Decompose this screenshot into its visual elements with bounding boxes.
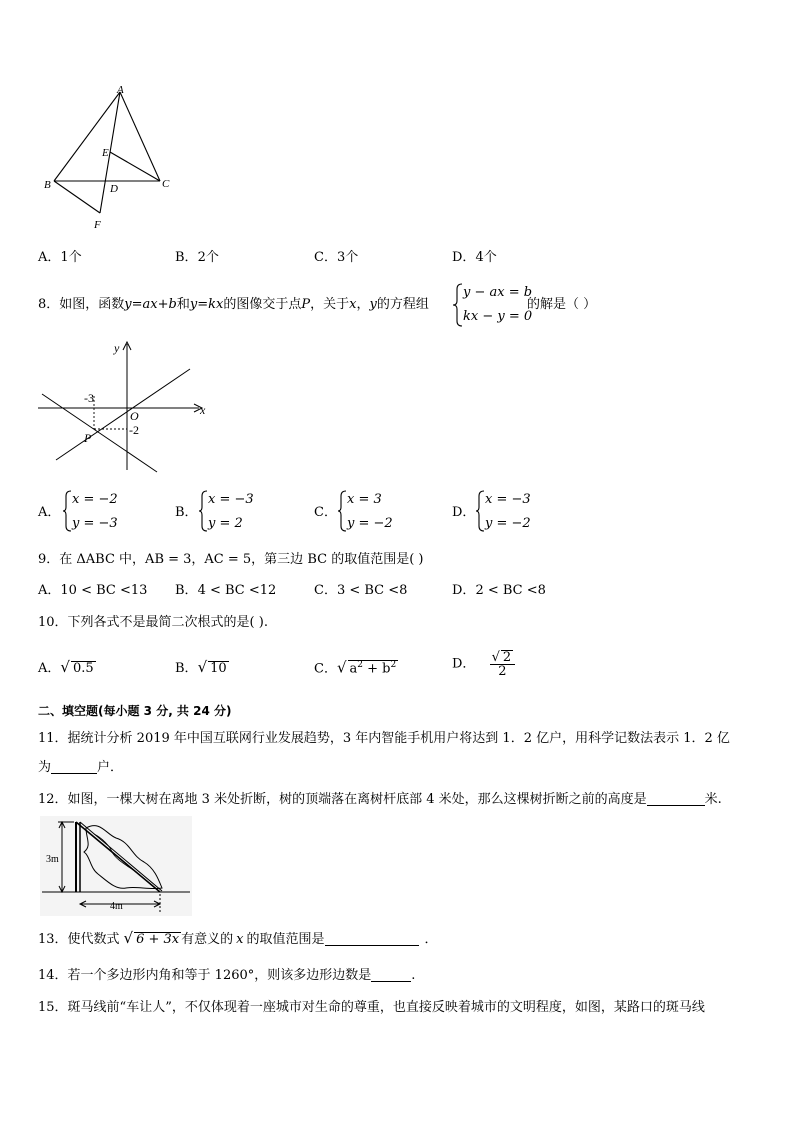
label-D: D xyxy=(110,183,118,195)
triangle-figure xyxy=(38,84,178,234)
option-letter: A． xyxy=(38,583,61,598)
stem-text: ． xyxy=(424,932,438,947)
option-line-2: y = 2 xyxy=(208,516,243,531)
q14-stem xyxy=(38,969,415,982)
q13-stem xyxy=(38,931,438,946)
q12-stem xyxy=(38,793,722,806)
option-text: 3个 xyxy=(336,250,359,265)
option-text: 4 < BC <12 xyxy=(197,583,277,598)
option-letter: C． xyxy=(314,505,337,520)
stem-text: 12．如图，一棵大树在离地 3 米处折断，树的顶端落在离树杆底部 4 米处，那么这棵树折断之前的高度是 xyxy=(38,792,647,807)
var-x: x xyxy=(349,297,357,312)
q9-stem: 9．在 ΔABC 中，AB = 3，AC = 5，第三边 BC 的取值范围是( ) xyxy=(38,552,424,567)
stem-text: 户． xyxy=(97,760,124,775)
graph-label-origin: O xyxy=(130,409,139,423)
sqrt-icon: √ xyxy=(60,658,70,676)
q10-option-b[interactable] xyxy=(175,660,229,675)
option-line-2: y = −2 xyxy=(347,516,393,531)
radicand xyxy=(348,660,399,675)
stem-text: 13．使代数式 xyxy=(38,932,120,947)
option-line-1: x = −3 xyxy=(485,492,531,507)
label-F: F xyxy=(94,219,101,231)
q9-option-a[interactable] xyxy=(38,584,147,597)
stem-text: . xyxy=(411,968,416,983)
option-letter: C． xyxy=(314,661,337,677)
option-text: 3 < BC <8 xyxy=(336,583,408,598)
label-B: B xyxy=(44,179,51,191)
option-line-1: x = −2 xyxy=(72,492,118,507)
label-C: C xyxy=(162,178,170,190)
question-number: 8． xyxy=(38,297,60,312)
option-letter: C． xyxy=(314,583,337,598)
radicand: 10 xyxy=(210,661,227,676)
graph-label-neg2: -2 xyxy=(129,423,139,437)
sqrt-icon: √ xyxy=(491,650,500,665)
option-letter: B． xyxy=(175,250,198,265)
option-text: 2个 xyxy=(197,250,219,265)
option-letter: D． xyxy=(452,656,476,672)
radicand: 0.5 xyxy=(72,661,94,676)
sqrt-icon: √ xyxy=(336,658,347,677)
option-letter: C． xyxy=(314,250,337,265)
stem-text: 14．若一个多边形内角和等于 1260°，则该多边形边数是 xyxy=(38,968,372,983)
graph-label-p: P xyxy=(84,431,92,445)
broken-tree-figure xyxy=(40,816,192,916)
q7-option-d[interactable] xyxy=(452,251,497,264)
answer-blank[interactable] xyxy=(51,761,97,774)
graph-label-x: x xyxy=(200,403,206,417)
label-3m: 3m xyxy=(46,854,59,865)
option-letter: B． xyxy=(175,583,198,598)
graph-label-neg3: -3 xyxy=(84,391,94,405)
q9-option-c[interactable] xyxy=(314,584,407,597)
q10-option-d[interactable] xyxy=(452,650,515,678)
answer-blank[interactable] xyxy=(647,793,705,806)
stem-text: 为 xyxy=(38,760,52,775)
option-line-1: x = 3 xyxy=(347,492,382,507)
option-letter: B． xyxy=(175,505,198,520)
answer-blank[interactable] xyxy=(325,933,419,946)
stem-text: 的图像交于点 xyxy=(223,297,302,312)
radicand: 2 xyxy=(502,650,512,665)
q8-stem-end: 的解是（ ） xyxy=(527,297,597,312)
left-brace-icon xyxy=(337,490,347,532)
q10-option-c[interactable] xyxy=(314,660,398,675)
line-y-ax-b xyxy=(42,394,157,472)
stem-text: ， xyxy=(356,297,370,312)
q11-line-2 xyxy=(38,761,123,774)
stem-text: 如图，函数 xyxy=(59,297,125,312)
q15-stem: 15．斑马线前“车让人”，不仅体现着一座城市对生命的尊重，也直接反映着城市的文明程度，如图，某路口的斑马线 xyxy=(38,1000,705,1015)
fraction xyxy=(490,650,516,678)
option-letter: B． xyxy=(175,661,198,676)
option-line-2: y = −2 xyxy=(485,516,531,531)
label-E: E xyxy=(102,147,109,159)
sqrt-icon: √ xyxy=(197,658,208,676)
label-A: A xyxy=(117,84,124,96)
radicand: 6 + 3x xyxy=(136,932,180,947)
option-text: 1个 xyxy=(60,250,82,265)
stem-text: 的方程组 xyxy=(376,297,429,312)
left-brace-icon xyxy=(475,490,485,532)
q10-stem: 10．下列各式不是最简二次根式的是( ). xyxy=(38,615,268,630)
option-letter: A． xyxy=(38,505,61,520)
q7-option-c[interactable] xyxy=(314,251,358,264)
stem-text: 的取值范围是 xyxy=(246,932,325,947)
exponent: 2 xyxy=(390,660,397,670)
segment-AB xyxy=(54,92,120,181)
option-letter: D． xyxy=(452,250,476,265)
function-graph xyxy=(34,338,214,476)
segment-EC xyxy=(110,152,160,181)
graph-label-y: y xyxy=(114,341,120,355)
stem-text: ，关于 xyxy=(310,297,350,312)
var-x: x xyxy=(236,932,244,947)
answer-blank[interactable] xyxy=(371,969,411,982)
option-line-2: y = −3 xyxy=(72,516,118,531)
option-line-1: x = −3 xyxy=(208,492,254,507)
system-eq-2: kx − y = 0 xyxy=(463,309,533,324)
option-letter: A． xyxy=(38,250,61,265)
function-1: y=ax+b xyxy=(124,297,177,312)
q9-option-d[interactable] xyxy=(452,584,546,597)
option-text: 2 < BC <8 xyxy=(475,583,546,598)
option-text: 10 < BC <13 xyxy=(60,583,148,598)
stem-text: 有意义的 xyxy=(181,932,234,947)
option-text: 4个 xyxy=(475,250,497,265)
section-heading: 二、填空题(每小题 3 分, 共 24 分) xyxy=(38,704,232,718)
system-eq-1: y − ax = b xyxy=(463,285,533,300)
q7-option-b[interactable] xyxy=(175,251,219,264)
stem-text: 米. xyxy=(704,792,722,807)
q10-option-a[interactable] xyxy=(38,660,96,675)
term-a: a xyxy=(349,661,358,677)
numerator xyxy=(490,650,516,665)
option-letter: D． xyxy=(452,583,476,598)
point-p: P xyxy=(301,297,311,312)
left-brace-icon xyxy=(62,490,72,532)
var-y: y xyxy=(369,297,377,312)
option-letter: D． xyxy=(452,505,476,520)
stem-text: 和 xyxy=(176,297,190,312)
exponent: 2 xyxy=(357,660,364,670)
term-b: + b xyxy=(363,661,391,677)
function-2: y=kx xyxy=(189,297,224,312)
segment-AC xyxy=(120,92,160,181)
option-letter: A． xyxy=(38,661,61,676)
segment-BF xyxy=(54,181,100,213)
q9-option-b[interactable] xyxy=(175,584,276,597)
line-y-kx xyxy=(56,369,190,460)
sqrt-icon: √ xyxy=(123,929,134,947)
q8-stem xyxy=(38,298,429,311)
left-brace-icon xyxy=(198,490,208,532)
label-4m: 4m xyxy=(110,901,123,912)
q7-option-a[interactable] xyxy=(38,251,82,264)
denominator: 2 xyxy=(498,664,507,679)
q11-line-1: 11．据统计分析 2019 年中国互联网行业发展趋势，3 年内智能手机用户将达到 1．2 亿户，用科学记数法表示 1．2 亿 xyxy=(38,731,730,746)
